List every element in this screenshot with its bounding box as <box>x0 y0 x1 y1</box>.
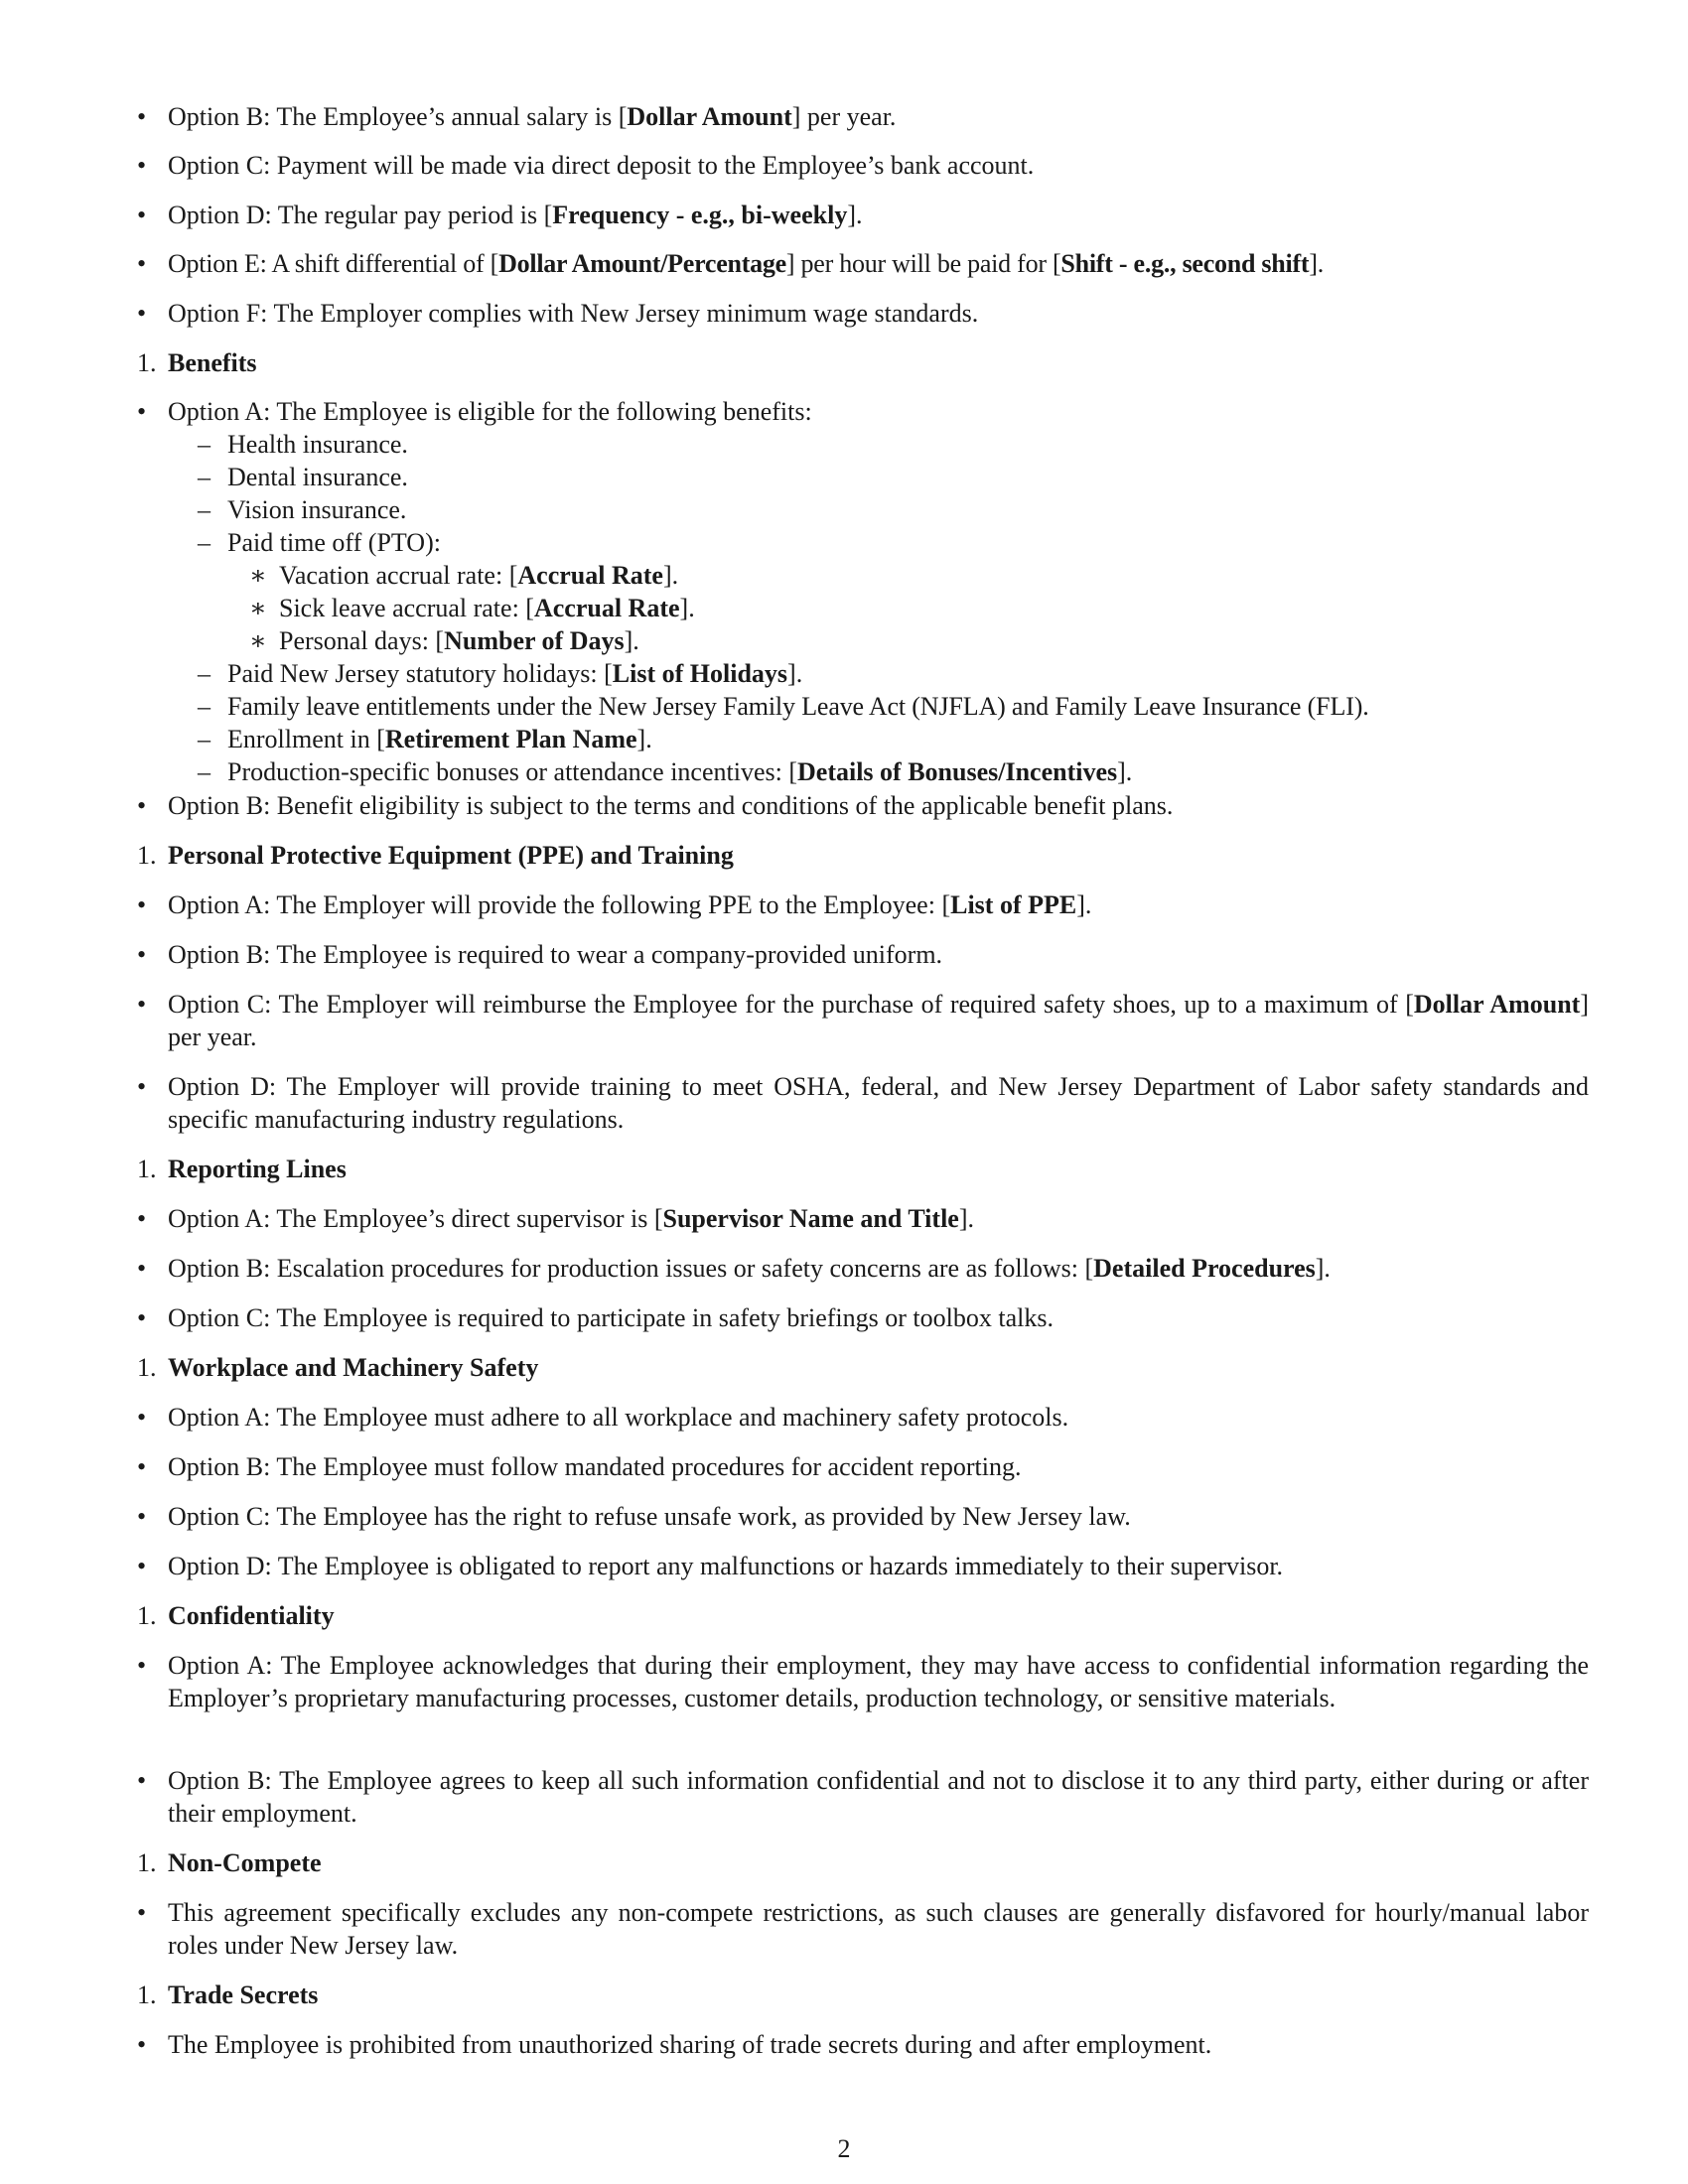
section-number: 1. <box>137 1980 157 2009</box>
pay-option-f-text: Option F: The Employer complies with New Jersey minimum wage standards. <box>168 299 979 328</box>
safety-option-b-text: Option B: The Employee must follow mandated procedures for accident reporting. <box>168 1452 1022 1481</box>
pay-option-e-text: Option E: A shift differential of [Dollar Amount/Percentage] per hour will be paid for [Shift - e.g., second shift]. <box>168 249 1324 278</box>
ppe-option-c-text: Option C: The Employer will reimburse the Employee for the purchase of required safety shoes, up to a maximum of [Dollar Amount] per year. <box>168 990 1589 1051</box>
section-number: 1. <box>137 1601 157 1630</box>
page-number: 2 <box>837 2134 851 2163</box>
benefit-dental-text: Dental insurance. <box>227 463 408 491</box>
bullet-marker: • <box>137 1254 147 1283</box>
safety-option-c-text: Option C: The Employee has the right to refuse unsafe work, as provided by New Jersey law. <box>168 1502 1131 1531</box>
bullet-marker: • <box>137 1898 147 1927</box>
bullet-marker: • <box>137 1766 147 1795</box>
bullet-marker: • <box>137 1204 147 1233</box>
bullet-marker: • <box>137 1403 147 1432</box>
dash-marker: – <box>198 659 211 688</box>
trade-secrets-heading: Trade Secrets <box>168 1980 319 2009</box>
bullet-marker: • <box>137 1651 147 1680</box>
section-number: 1. <box>137 1155 157 1183</box>
dash-marker: – <box>198 430 211 459</box>
bullet-marker: • <box>137 1303 147 1332</box>
placeholder-list-of-ppe: List of PPE <box>950 890 1077 919</box>
placeholder-supervisor: Supervisor Name and Title <box>662 1204 959 1233</box>
safety-option-a-text: Option A: The Employee must adhere to all workplace and machinery safety protocols. <box>168 1403 1069 1432</box>
benefit-retirement-text: Enrollment in [Retirement Plan Name]. <box>227 725 652 753</box>
noncompete-text: This agreement specifically excludes any non-compete restrictions, as such clauses are generally disfavored for hourly/manual labor roles under New Jersey law. <box>168 1898 1589 1960</box>
placeholder-bonuses: Details of Bonuses/Incentives <box>797 757 1118 786</box>
ppe-option-b-text: Option B: The Employee is required to wear a company-provided uniform. <box>168 940 943 969</box>
confidentiality-option-b-text: Option B: The Employee agrees to keep all such information confidential and not to disclose it to any third party, either during or after their employment. <box>168 1766 1589 1828</box>
dash-marker: – <box>198 528 211 557</box>
placeholder-number-of-days: Number of Days <box>444 626 625 655</box>
safety-heading: Workplace and Machinery Safety <box>168 1353 539 1382</box>
bullet-marker: • <box>137 151 147 180</box>
bullet-marker: • <box>137 2030 147 2059</box>
star-marker: ∗ <box>249 561 267 590</box>
bullet-marker: • <box>137 940 147 969</box>
benefit-holidays-text: Paid New Jersey statutory holidays: [List of Holidays]. <box>227 659 803 688</box>
bullet-marker: • <box>137 990 147 1019</box>
ppe-option-a-text: Option A: The Employer will provide the following PPE to the Employee: [List of PPE]. <box>168 890 1092 919</box>
ppe-option-d-text: Option D: The Employer will provide training to meet OSHA, federal, and New Jersey Department of Labor safety standards and specific manufacturing industry regulations. <box>168 1072 1589 1134</box>
bullet-marker: • <box>137 890 147 919</box>
bullet-marker: • <box>137 299 147 328</box>
dash-marker: – <box>198 495 211 524</box>
pto-sick-text: Sick leave accrual rate: [Accrual Rate]. <box>279 594 695 622</box>
dash-marker: – <box>198 692 211 721</box>
bullet-marker: • <box>137 201 147 229</box>
pay-option-c-text: Option C: Payment will be made via direct deposit to the Employee’s bank account. <box>168 151 1035 180</box>
star-marker: ∗ <box>249 626 267 655</box>
bullet-marker: • <box>137 1502 147 1531</box>
benefit-family-leave-text: Family leave entitlements under the New Jersey Family Leave Act (NJFLA) and Family Leave Insurance (FLI). <box>227 692 1369 721</box>
noncompete-heading: Non-Compete <box>168 1848 322 1877</box>
reporting-option-c-text: Option C: The Employee is required to participate in safety briefings or toolbox talks. <box>168 1303 1054 1332</box>
benefit-vision-text: Vision insurance. <box>227 495 407 524</box>
reporting-heading: Reporting Lines <box>168 1155 347 1183</box>
section-number: 1. <box>137 1353 157 1382</box>
trade-secrets-text: The Employee is prohibited from unauthorized sharing of trade secrets during and after employment. <box>168 2030 1212 2059</box>
bullet-marker: • <box>137 791 147 820</box>
pay-option-d-text: Option D: The regular pay period is [Frequency - e.g., bi-weekly]. <box>168 201 863 229</box>
dash-marker: – <box>198 757 211 786</box>
reporting-option-b-text: Option B: Escalation procedures for production issues or safety concerns are as follows: [Detailed Procedures]. <box>168 1254 1331 1283</box>
placeholder-dollar-amount: Dollar Amount <box>627 102 792 131</box>
section-number: 1. <box>137 348 157 377</box>
ppe-heading: Personal Protective Equipment (PPE) and Training <box>168 841 734 870</box>
section-number: 1. <box>137 841 157 870</box>
placeholder-shift: Shift - e.g., second shift <box>1060 249 1310 278</box>
bullet-marker: • <box>137 397 147 426</box>
pto-personal-text: Personal days: [Number of Days]. <box>279 626 639 655</box>
document-page <box>137 0 1589 2184</box>
placeholder-detailed-procedures: Detailed Procedures <box>1093 1254 1316 1283</box>
section-number: 1. <box>137 1848 157 1877</box>
reporting-option-a-text: Option A: The Employee’s direct supervisor is [Supervisor Name and Title]. <box>168 1204 975 1233</box>
benefits-heading: Benefits <box>168 348 257 377</box>
confidentiality-heading: Confidentiality <box>168 1601 335 1630</box>
placeholder-frequency: Frequency - e.g., bi-weekly <box>552 201 848 229</box>
bullet-marker: • <box>137 249 147 278</box>
benefit-health-text: Health insurance. <box>227 430 408 459</box>
benefit-bonuses-text: Production-specific bonuses or attendance incentives: [Details of Bonuses/Incentives]. <box>227 757 1133 786</box>
pto-vacation-text: Vacation accrual rate: [Accrual Rate]. <box>279 561 679 590</box>
pay-option-b-text: Option B: The Employee’s annual salary is [Dollar Amount] per year. <box>168 102 897 131</box>
safety-option-d-text: Option D: The Employee is obligated to report any malfunctions or hazards immediately to their supervisor. <box>168 1552 1284 1580</box>
bullet-marker: • <box>137 1072 147 1101</box>
bullet-marker: • <box>137 1452 147 1481</box>
benefits-option-b-text: Option B: Benefit eligibility is subject to the terms and conditions of the applicable benefit plans. <box>168 791 1174 820</box>
confidentiality-option-a-text: Option A: The Employee acknowledges that during their employment, they may have access to confidential information regarding the Employer’s proprietary manufacturing processes, customer details, production technology, or sensitive materials. <box>168 1651 1589 1712</box>
benefits-option-a-text: Option A: The Employee is eligible for the following benefits: <box>168 397 812 426</box>
placeholder-dollar-percentage: Dollar Amount/Percentage <box>498 249 786 278</box>
bullet-marker: • <box>137 1552 147 1580</box>
dash-marker: – <box>198 725 211 753</box>
placeholder-list-of-holidays: List of Holidays <box>612 659 788 688</box>
placeholder-retirement-plan: Retirement Plan Name <box>384 725 637 753</box>
star-marker: ∗ <box>249 594 267 622</box>
dash-marker: – <box>198 463 211 491</box>
placeholder-accrual-rate: Accrual Rate <box>533 594 680 622</box>
placeholder-dollar-amount: Dollar Amount <box>1413 990 1581 1019</box>
bullet-marker: • <box>137 102 147 131</box>
placeholder-accrual-rate: Accrual Rate <box>517 561 663 590</box>
benefit-pto-text: Paid time off (PTO): <box>227 528 441 557</box>
